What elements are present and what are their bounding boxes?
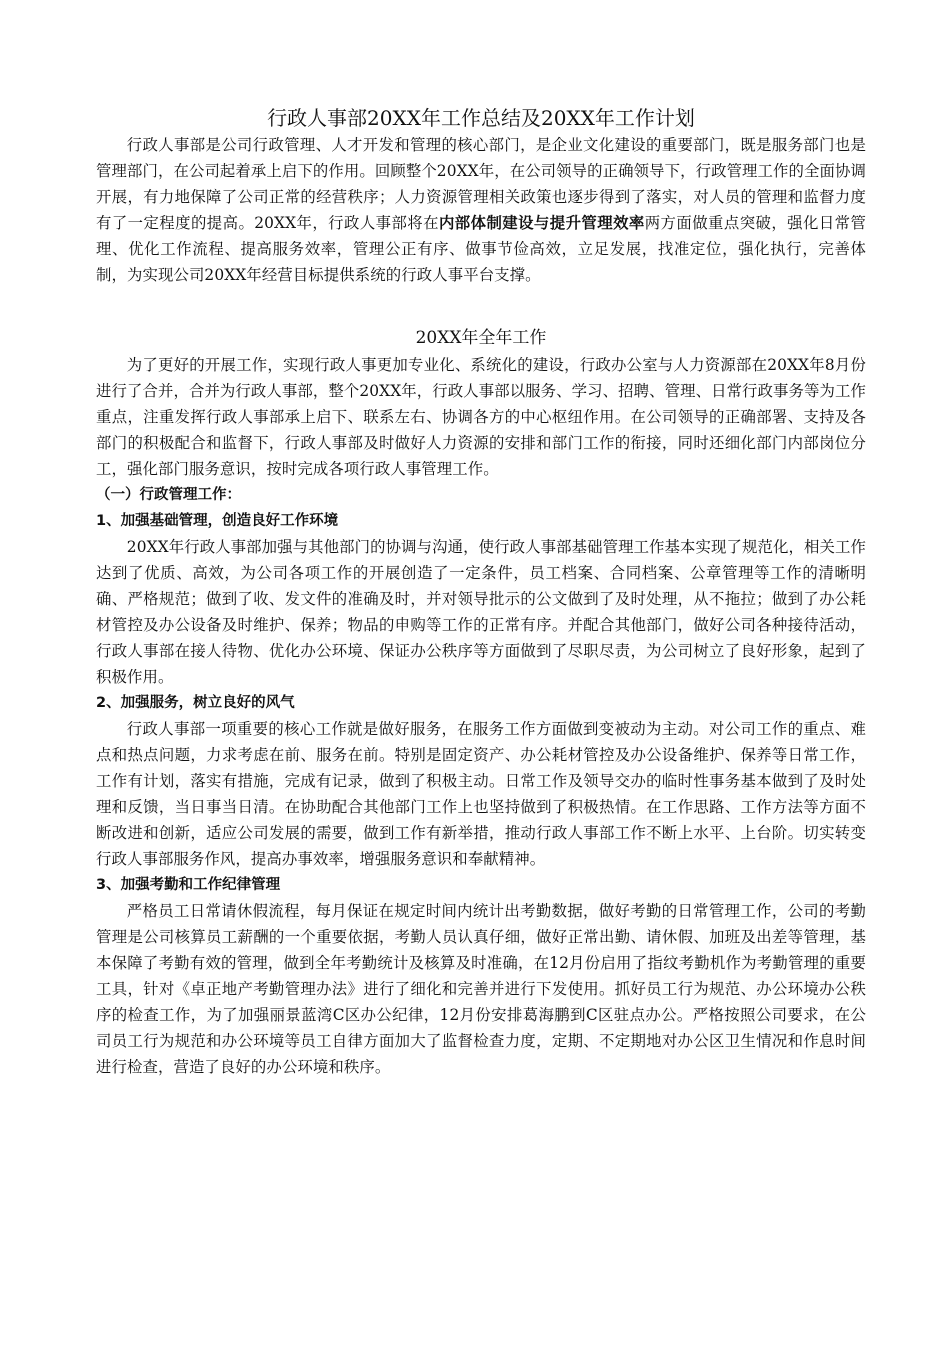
item-3-heading: 3、加强考勤和工作纪律管理 (96, 877, 281, 893)
section-intro-paragraph: 为了更好的开展工作，实现行政人事更加专业化、系统化的建设，行政办公室与人力资源部在20XX年8月份进行了合并，合并为行政人事部，整个20XX年，行政人事部以服务、学习、招聘、管理、日常行政事务等为工作重点，注重发挥行政人事部承上启下、联系左右、协调各方的中心枢纽作用。在公司领导的正确部署、支持及各部门的积极配合和监督下，行政人事部及时做好人力资源的安排和部门工作的衔接，同时还细化部门内部岗位分工，强化部门服务意识，按时完成各项行政人事管理工作。 (96, 356, 866, 478)
item-2-heading: 2、加强服务，树立良好的风气 (96, 695, 295, 711)
intro-paragraph (96, 132, 866, 288)
item-3-body: 严格员工日常请休假流程，每月保证在规定时间内统计出考勤数据，做好考勤的日常管理工作，公司的考勤管理是公司核算员工薪酬的一个重要依据，考勤人员认真仔细，做好正常出勤、请休假、加班及出差等管理，基本保障了考勤有效的管理，做到全年考勤统计及核算及时准确，在12月份启用了指纹考勤机作为考勤管理的重要工具，针对《卓正地产考勤管理办法》进行了细化和完善并进行下发使用。抓好员工行为规范、办公环境办公秩序的检查工作，为了加强丽景蓝湾C区办公纪律，12月份安排葛海鹏到C区驻点办公。严格按照公司要求，在公司员工行为规范和办公环境等员工自律方面加大了监督检查力度，定期、不定期地对办公区卫生情况和作息时间进行检查，营造了良好的办公环境和秩序。 (96, 902, 866, 1076)
section-title: 20XX年全年工作 (415, 328, 547, 348)
item-1-heading: 1、加强基础管理，创造良好工作环境 (96, 513, 339, 529)
part-heading: （一）行政管理工作： (96, 487, 241, 503)
intro-text-2: 两方面做重点突破，强化日常管理、优化工作流程、提高服务效率，管理公正有序、做事节俭高效，立足发展，找准定位，强化执行，完善体制，为实现公司20XX年经营目标提供系统的行政人事平台支撑。 (96, 214, 866, 284)
intro-bold-text: 内部体制建设与提升管理效率 (438, 214, 645, 232)
intro-text-1: 行政人事部是公司行政管理、人才开发和管理的核心部门，是企业文化建设的重要部门，既是服务部门也是管理部门，在公司起着承上启下的作用。回顾整个20XX年，在公司领导的正确领导下，行政管理工作的全面协调开展，有力地保障了公司正常的经营秩序；人力资源管理相关政策也逐步得到了落实，对人员的管理和监督力度有了一定程度的提高。20XX年，行政人事部将在 (96, 136, 866, 232)
item-2-body: 行政人事部一项重要的核心工作就是做好服务，在服务工作方面做到变被动为主动。对公司工作的重点、难点和热点问题，力求考虑在前、服务在前。特别是固定资产、办公耗材管控及办公设备维护、保养等日常工作，工作有计划，落实有措施，完成有记录，做到了积极主动。日常工作及领导交办的临时性事务基本做到了及时处理和反馈，当日事当日清。在协助配合其他部门工作上也坚持做到了积极热情。在工作思路、工作方法等方面不断改进和创新，适应公司发展的需要，做到工作有新举措，推动行政人事部工作不断上水平、上台阶。切实转变行政人事部服务作风，提高办事效率，增强服务意识和奉献精神。 (96, 720, 866, 868)
document-title: 行政人事部20XX年工作总结及20XX年工作计划 (267, 106, 695, 130)
item-1-body: 20XX年行政人事部加强与其他部门的协调与沟通，使行政人事部基础管理工作基本实现了规范化，相关工作达到了优质、高效，为公司各项工作的开展创造了一定条件，员工档案、合同档案、公章管理等工作的清晰明确、严格规范；做到了收、发文件的准确及时，并对领导批示的公文做到了及时处理，从不拖拉；做到了办公耗材管控及办公设备及时维护、保养；物品的申购等工作的正常有序。并配合其他部门，做好公司各种接待活动，行政人事部在接人待物、优化办公环境、保证办公秩序等方面做到了尽职尽责，为公司树立了良好形象，起到了积极作用。 (96, 538, 866, 686)
document-page (96, 104, 866, 1080)
